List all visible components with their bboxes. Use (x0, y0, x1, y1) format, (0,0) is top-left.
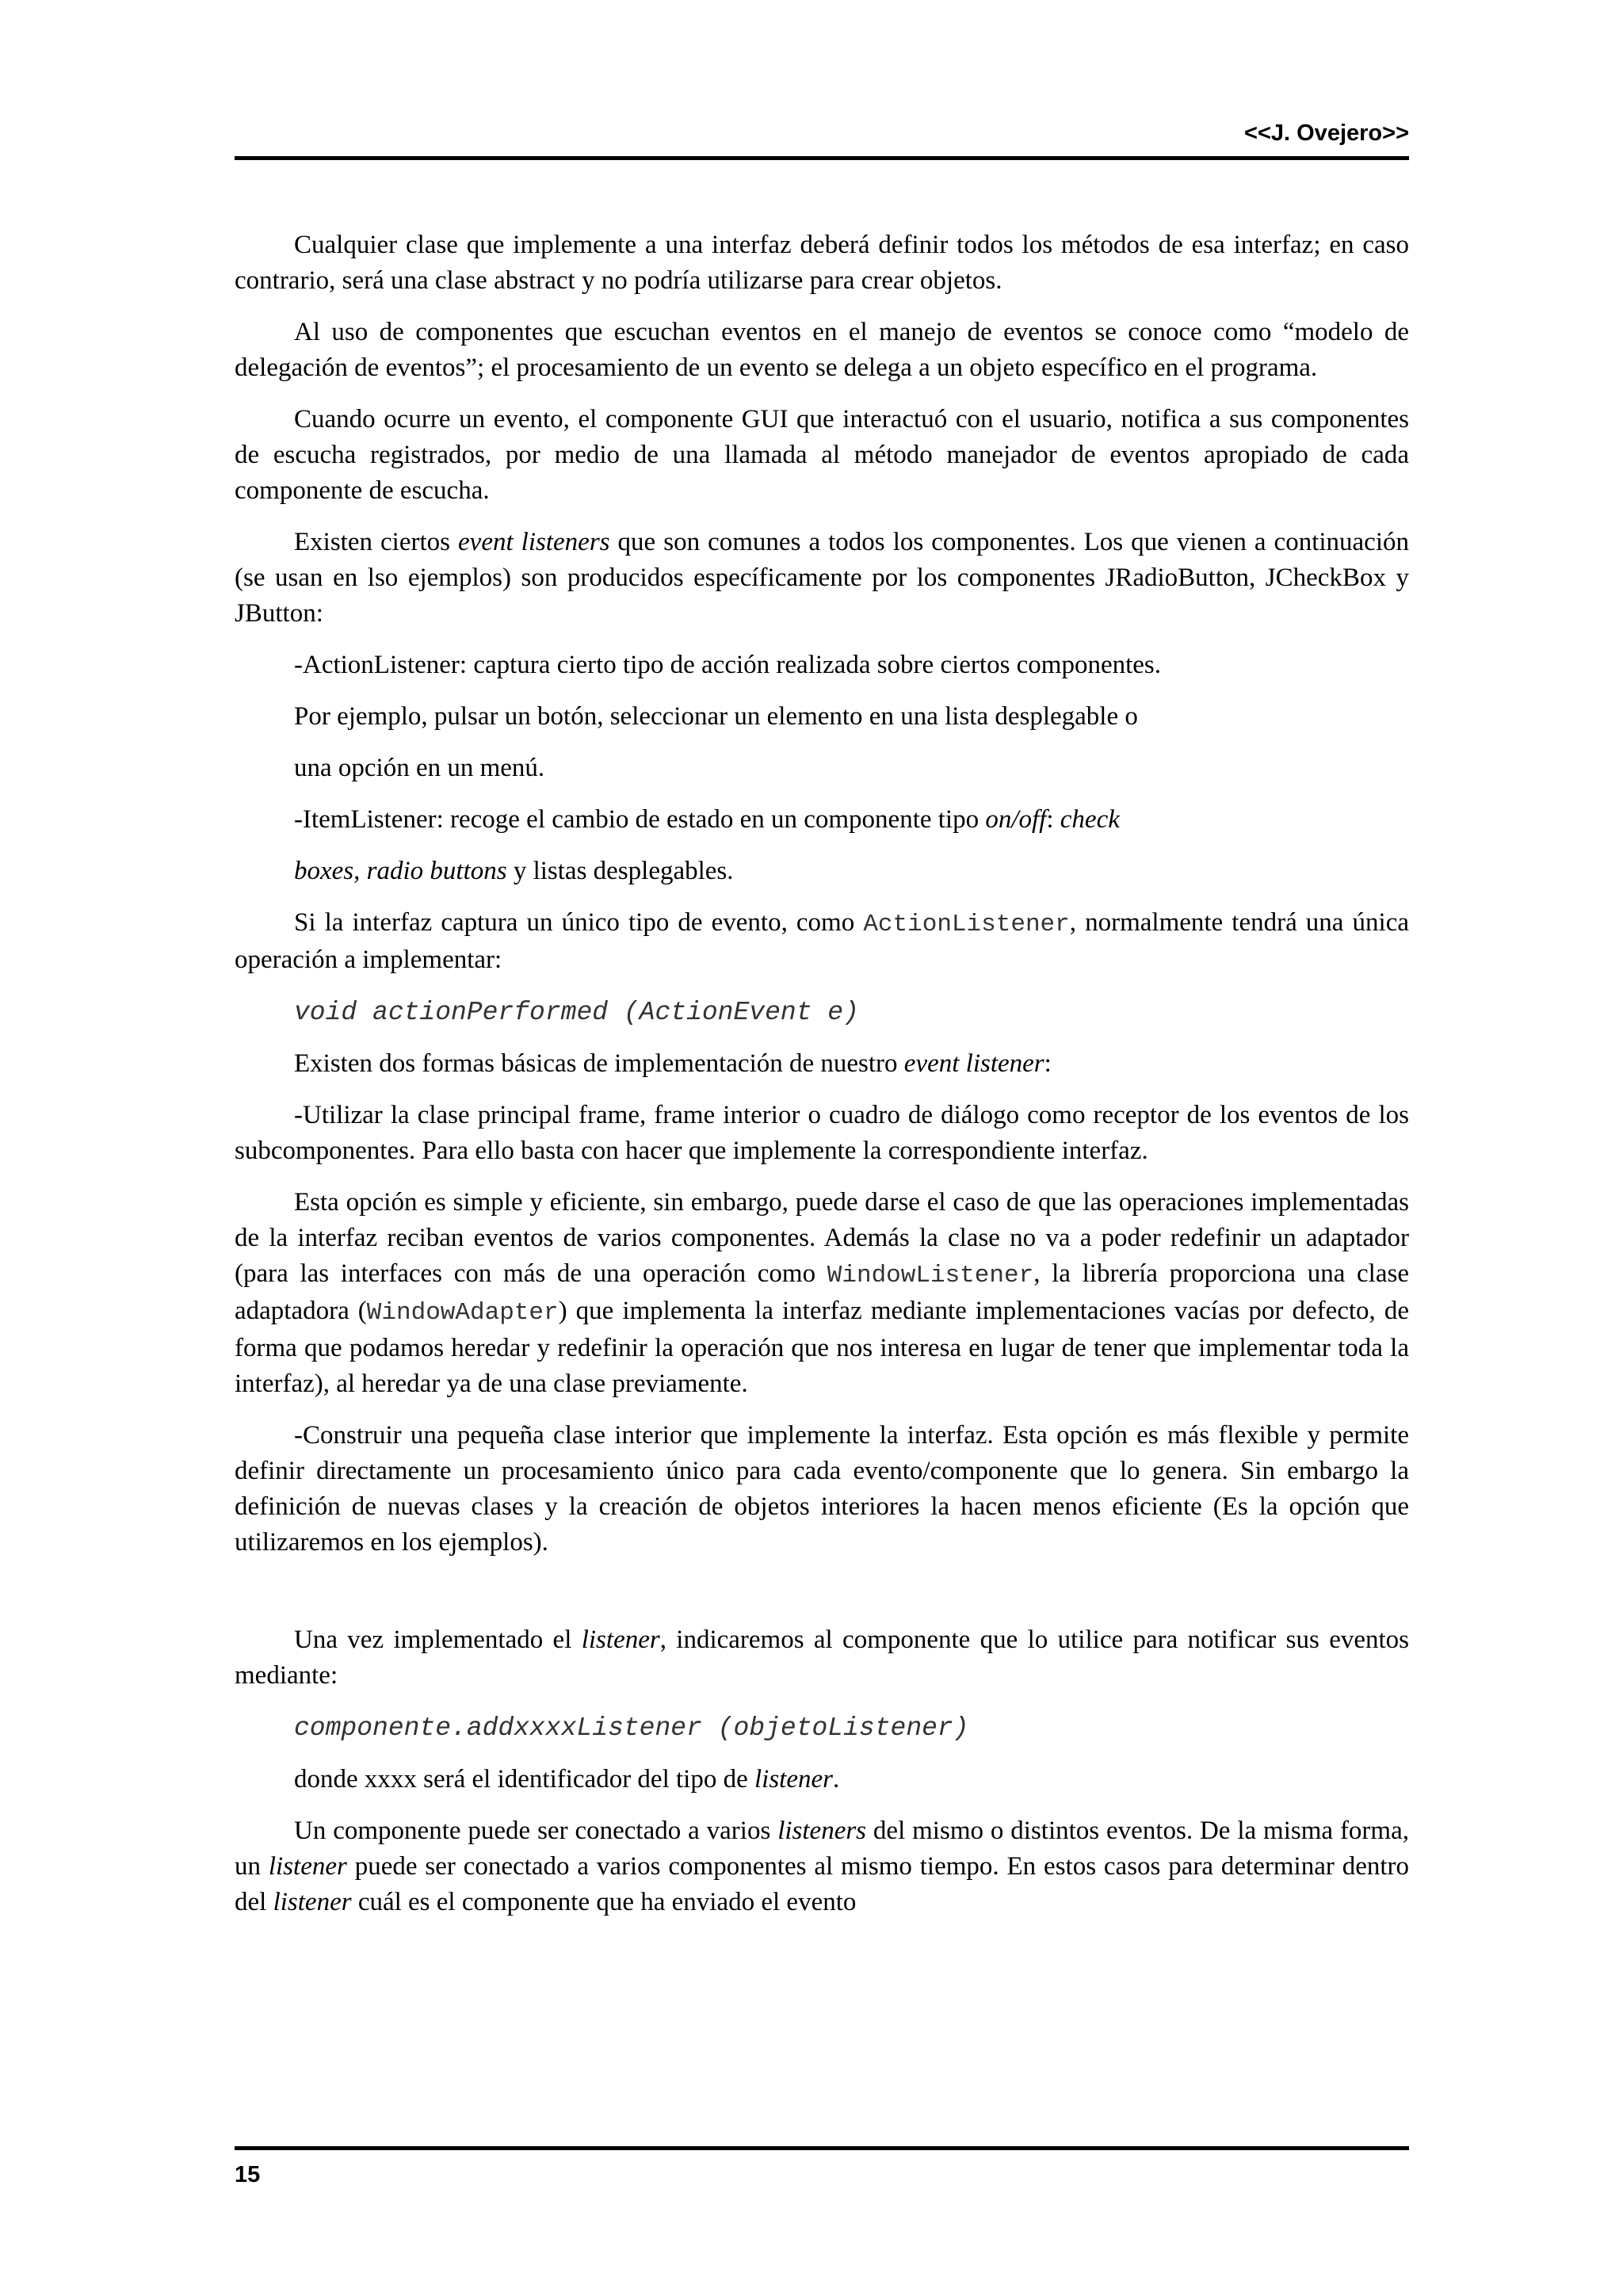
page-footer (235, 2146, 1409, 2194)
line-xxxx-identifier: donde xxxx será el identificador del tipo de listener. (294, 1765, 840, 1794)
paragraph-two-forms: Existen dos formas básicas de implementación de nuestro event listener: (294, 1049, 1052, 1078)
code-add-listener: componente.addxxxxListener (objetoListener) (294, 1713, 969, 1743)
footer-rule (235, 2146, 1409, 2150)
page-header (235, 119, 1409, 160)
code-action-performed: void actionPerformed (ActionEvent e) (294, 998, 859, 1027)
body-text (235, 227, 1409, 1936)
paragraph-event-occurs: Cuando ocurre un evento, el componente GUI que interactuó con el usuario, notifica a sus componentes de escucha registrados, por medio de una llamada al método manejador de eventos apropiado de cada componente de escucha. (235, 405, 1409, 505)
paragraph-event-listeners: Existen ciertos event listeners que son comunes a todos los componentes. Los que vienen a continuación (se usan en lso ejemplos) son producidos específicamente por los componentes JRadioButton, JCheckBox y JButton: (235, 528, 1410, 628)
code-action-listener: ActionListener (863, 911, 1070, 938)
paragraph-delegation-model: Al uso de componentes que escuchan eventos en el manejo de eventos se conoce como “modelo de delegación de eventos”; el procesamiento de un evento se delega a un objeto específico en el programa. (235, 318, 1409, 382)
code-window-adapter: WindowAdapter (366, 1299, 559, 1327)
page-number: 15 (235, 2162, 261, 2187)
paragraph-multiple-listeners: Un componente puede ser conectado a varios listeners del mismo o distintos eventos. De la misma forma, un listener puede ser conectado a varios componentes al mismo tiempo. En estos casos para determinar dentro del listener cuál es el componente que ha enviado el evento (235, 1817, 1409, 1916)
paragraph-single-event: Si la interfaz captura un único tipo de evento, como ActionListener, normalmente tendrá una única operación a implementar: (235, 908, 1409, 974)
line-action-listener: -ActionListener: captura cierto tipo de acción realizada sobre ciertos componentes. (294, 651, 1162, 679)
header-author: <<J. Ovejero>> (1244, 120, 1409, 146)
paragraph-use-main-frame: -Utilizar la clase principal frame, frame interior o cuadro de diálogo como receptor de los eventos de los subcomponentes. Para ello basta con hacer que implemente la correspondiente interfaz. (235, 1101, 1409, 1165)
line-item-listener-cont: boxes, radio buttons y listas desplegables. (294, 857, 734, 885)
paragraph-once-implemented: Una vez implementado el listener, indicaremos al componente que lo utilice para notificar sus eventos mediante: (235, 1626, 1409, 1690)
line-action-example: Por ejemplo, pulsar un botón, seleccionar un elemento en una lista desplegable o (294, 702, 1138, 731)
line-action-example-cont: una opción en un menú. (294, 754, 545, 782)
header-rule (235, 156, 1409, 160)
paragraph-inner-class: -Construir una pequeña clase interior que implemente la interfaz. Esta opción es más flexible y permite definir directamente un procesamiento único para cada evento/componente que lo genera. Sin embargo la definición de nuevas clases y la creación de objetos interiores la hacen menos eficiente (Es la opción que utilizaremos en los ejemplos). (235, 1421, 1409, 1557)
code-window-listener: WindowListener (827, 1262, 1034, 1289)
line-item-listener: -ItemListener: recoge el cambio de estado en un componente tipo on/off: check (294, 805, 1120, 834)
paragraph-simple-efficient: Esta opción es simple y eficiente, sin embargo, puede darse el caso de que las operaciones implementadas de la interfaz reciban eventos de varios componentes. Además la clase no va a poder redefinir un adaptador (para las interfaces con más de una operación como WindowListener, la librería proporciona una clase adaptadora (WindowAdapter) que implementa la interfaz mediante implementaciones vacías por defecto, de forma que podamos heredar y redefinir la operación que nos interesa en lugar de tener que implementar toda la interfaz), al heredar ya de una clase previamente. (235, 1188, 1409, 1398)
paragraph-interface-methods: Cualquier clase que implemente a una interfaz deberá definir todos los métodos de esa interfaz; en caso contrario, será una clase abstract y no podría utilizarse para crear objetos. (235, 231, 1409, 295)
